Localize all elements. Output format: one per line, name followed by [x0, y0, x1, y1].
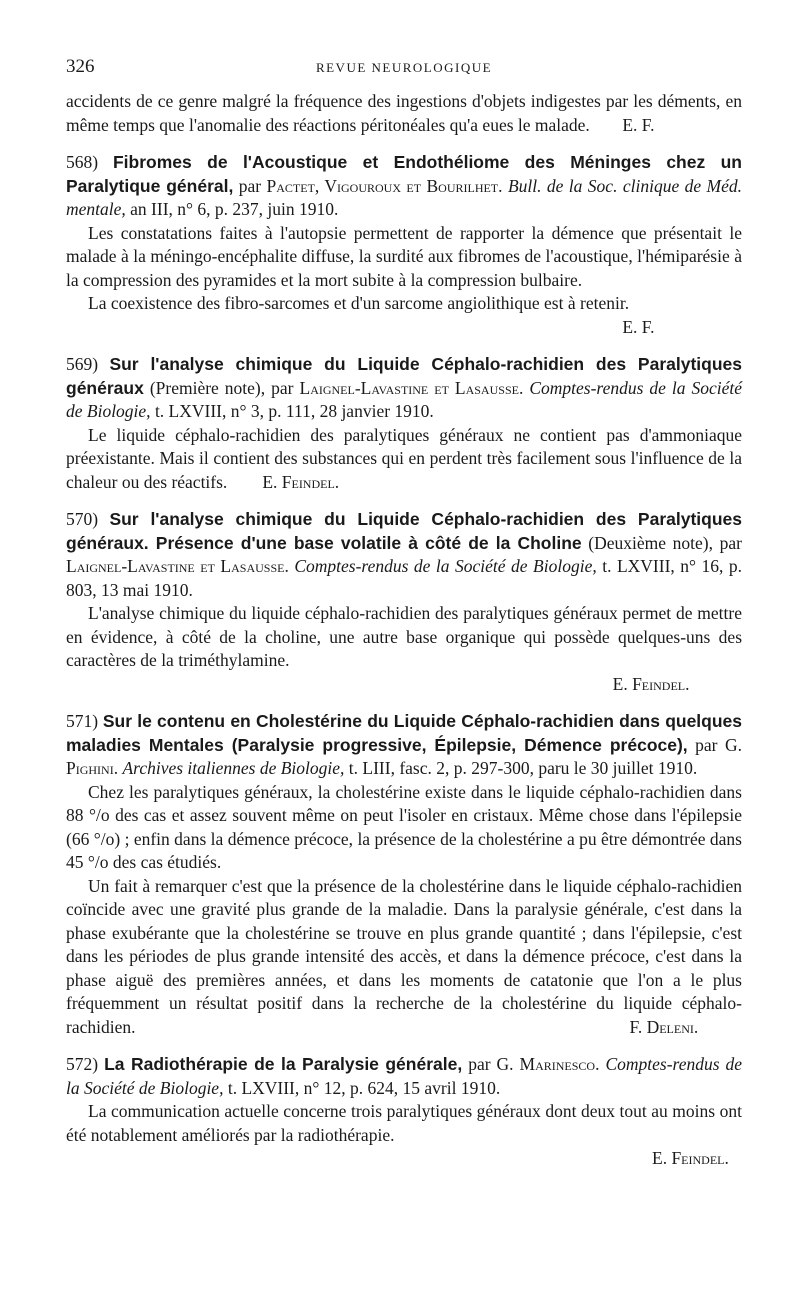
abstract-entry: [66, 151, 742, 339]
entry-source: Comptes-rendus de la Société de Biologie,: [66, 377, 743, 421]
authors-prefix: par: [271, 377, 294, 398]
abstract-entry: [66, 353, 742, 494]
entry-number: 569): [66, 354, 99, 374]
entry-title: Sur l'analyse chimique du Liquide Céphalo-rachidien des Paralytiques généraux. Présence d'une base volatile à côté de la Choline: [66, 509, 743, 553]
entry-signature: E. Feindel.: [612, 673, 690, 694]
entry-details: t. LXVIII, n° 3, p. 111, 28 janvier 1910.: [154, 401, 434, 421]
entry-details: t. LXVIII, n° 16, p. 803, 13 mai 1910.: [66, 556, 743, 600]
abstract-entry: [66, 508, 742, 696]
authors-prefix: par: [695, 734, 718, 755]
entry-details: t. LIII, fasc. 2, p. 297-300, paru le 30 juillet 1910.: [348, 758, 698, 778]
entry-title: Fibromes de l'Acoustique et Endothéliome des Méninges chez un Paralytique général,: [66, 152, 742, 196]
intro-fragment: [66, 90, 742, 137]
entry-paragraph: Le liquide céphalo-rachidien des paralytiques généraux ne contient pas d'ammoniaque préexistante. Mais il contient des substances qui en perdent très facilement sous l'influence de la chaleur ou des réactifs. E. Feindel.: [66, 424, 742, 492]
entry-signature: E. Feindel.: [652, 1148, 729, 1168]
entry-paragraph: La communication actuelle concerne trois paralytiques généraux dont deux tout au moins ont été notablement améliorés par la radiothérapie.: [66, 1101, 742, 1145]
entry-signature: E. F.: [622, 316, 655, 337]
entry-source: Bull. de la Soc. clinique de Méd. mentale,: [66, 175, 743, 219]
entry-authors: G. Pighini.: [66, 734, 743, 778]
intro-text: accidents de ce genre malgré la fréquence des ingestions d'objets indigestes par les déments, en même temps que l'anomalie des réactions péritonéales qu'a eues le malade.: [66, 91, 742, 135]
entry-note: (Deuxième note),: [588, 532, 714, 553]
journal-title: REVUE NEUROLOGIQUE: [315, 60, 493, 75]
entry-paragraph: La coexistence des fibro-sarcomes et d'un sarcome angiolithique est à retenir.: [88, 293, 630, 313]
abstract-entry: [66, 710, 742, 1039]
entry-number: 572): [66, 1054, 99, 1074]
entry-number: 570): [66, 509, 99, 529]
intro-signature: E. F.: [622, 114, 655, 135]
entry-signature: F. Deleni.: [629, 1016, 699, 1037]
entry-source: Comptes-rendus de la Société de Biologie,: [66, 1054, 743, 1098]
entry-number: 568): [66, 152, 99, 172]
entry-title: Sur le contenu en Cholestérine du Liquide Céphalo-rachidien dans quelques maladies Mentales (Paralysie progressive, Épilepsie, Démence précoce),: [66, 711, 743, 755]
entry-note: (Première note),: [149, 377, 266, 398]
abstract-entry: [66, 1053, 742, 1171]
authors-prefix: par: [238, 175, 262, 196]
entry-authors: Laignel-Lavastine et Lasausse.: [66, 556, 289, 576]
entry-paragraph: L'analyse chimique du liquide céphalo-rachidien des paralytiques généraux permet de mettre en évidence, à côté de la choline, une autre base organique qui possède quelques-uns des caractères de la triméthylamine.: [66, 603, 742, 670]
entry-heading: [66, 151, 742, 222]
entry-title: Sur l'analyse chimique du Liquide Céphalo-rachidien des Paralytiques généraux: [66, 354, 743, 398]
entry-signature: E. Feindel.: [262, 471, 340, 492]
entry-heading: [66, 508, 742, 602]
entry-number: 571): [66, 711, 99, 731]
entry-heading: [66, 353, 742, 424]
authors-prefix: par: [468, 1054, 491, 1074]
running-head: [66, 56, 742, 90]
entry-paragraph: Chez les paralytiques généraux, la cholestérine existe dans le liquide céphalo-rachidien dans 88 °/o des cas et assez souvent même on peut l'isoler en cristaux. Même chose dans l'épilepsie (66 °/o) ; enfin dans la démence précoce, la présence de la cholestérine a pu être démontrée dans 45 °/o des cas étudiés.: [66, 781, 742, 872]
entry-source: Archives italiennes de Biologie,: [122, 758, 345, 778]
entry-paragraph: Un fait à remarquer c'est que la présence de la cholestérine dans le liquide céphalo-rachidien coïncide avec une gravité plus grande de la maladie. Dans la paralysie générale, c'est dans la phase exubérante que la cholestérine se trouve en plus grande quantité ; dans l'épilepsie, c'est dans les périodes de plus grande intensité des accès, et dans la démence précoce, c'est dans la phase aiguë des premières années, et dans les moments de catatonie que l'on a le plus fréquemment un résultat positif dans la recherche de la cholestérine du liquide céphalo-rachidien.: [66, 875, 742, 1037]
entry-details: t. LXVIII, n° 12, p. 624, 15 avril 1910.: [227, 1077, 501, 1098]
entry-authors: Laignel-Lavastine et Lasausse.: [299, 377, 524, 398]
entry-details: an III, n° 6, p. 237, juin 1910.: [130, 199, 339, 219]
authors-prefix: par: [719, 532, 743, 553]
entry-title: La Radiothérapie de la Paralysie générale,: [104, 1054, 463, 1074]
entry-source: Comptes-rendus de la Société de Biologie,: [294, 556, 597, 576]
entry-authors: G. Marinesco.: [496, 1054, 600, 1074]
entry-heading: [66, 1053, 742, 1100]
page-number: 326: [66, 56, 95, 77]
entry-paragraph: Les constatations faites à l'autopsie permettent de rapporter la démence que présentait le malade à la méningo-encéphalite diffuse, la surdité aux fibromes de l'acoustique, l'hémiparésie à la compression des pyramides et la mort subite à la compression bulbaire.: [66, 222, 742, 290]
entry-authors: Pactet, Vigouroux et Bourilhet.: [266, 175, 503, 196]
entry-heading: [66, 710, 742, 781]
